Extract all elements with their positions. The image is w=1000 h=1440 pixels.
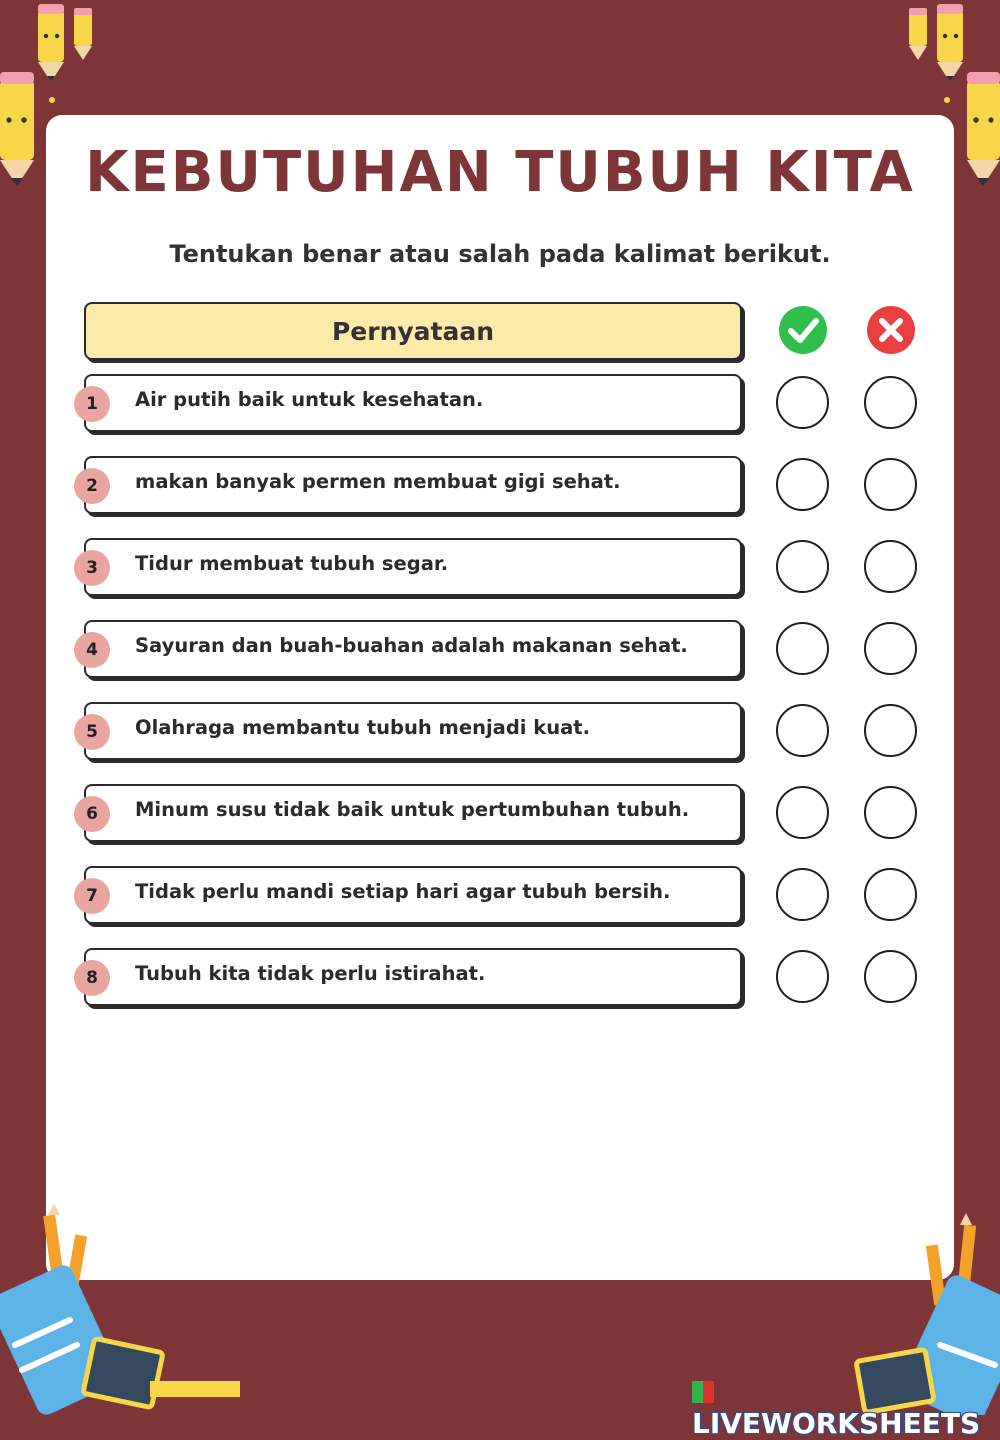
statement-text: Tubuh kita tidak perlu istirahat. <box>135 962 486 985</box>
statement-row <box>0 702 1000 762</box>
statement-number-badge: 6 <box>74 796 110 832</box>
statement-text: Sayuran dan buah-buahan adalah makanan sehat. <box>135 634 688 657</box>
true-answer-circle[interactable] <box>776 704 829 757</box>
false-answer-circle[interactable] <box>864 950 917 1003</box>
statement-text: Air putih baik untuk kesehatan. <box>135 388 484 411</box>
statement-header <box>84 302 742 360</box>
page-title: KEBUTUHAN TUBUH KITA <box>85 140 915 205</box>
statement-row <box>0 866 1000 926</box>
false-answer-circle[interactable] <box>864 540 917 593</box>
statement-row <box>0 620 1000 680</box>
true-answer-circle[interactable] <box>776 868 829 921</box>
statement-number-badge: 4 <box>74 632 110 668</box>
true-answer-circle[interactable] <box>776 540 829 593</box>
logo-icon <box>692 1381 714 1403</box>
cross-icon <box>867 306 915 354</box>
false-answer-circle[interactable] <box>864 704 917 757</box>
statement-number-badge: 5 <box>74 714 110 750</box>
statement-header-label: Pernyataan <box>331 316 495 346</box>
statement-text: makan banyak permen membuat gigi sehat. <box>135 470 621 493</box>
false-answer-circle[interactable] <box>864 868 917 921</box>
statement-number-badge: 3 <box>74 550 110 586</box>
watermark-text: LIVEWORKSHEETS <box>692 1407 981 1440</box>
instruction-text: Tentukan benar atau salah pada kalimat berikut. <box>169 240 831 268</box>
statement-row <box>0 948 1000 1008</box>
statement-number-badge: 1 <box>74 386 110 422</box>
true-answer-circle[interactable] <box>776 950 829 1003</box>
statement-number-badge: 8 <box>74 960 110 996</box>
true-answer-circle[interactable] <box>776 786 829 839</box>
stationery-decoration-bottom-left <box>0 1205 250 1415</box>
true-answer-circle[interactable] <box>776 622 829 675</box>
false-answer-circle[interactable] <box>864 622 917 675</box>
false-answer-circle[interactable] <box>864 458 917 511</box>
statement-row <box>0 784 1000 844</box>
statement-row <box>0 374 1000 434</box>
statement-text: Tidur membuat tubuh segar. <box>135 552 449 575</box>
statement-number-badge: 2 <box>74 468 110 504</box>
check-icon <box>779 306 827 354</box>
statement-row <box>0 456 1000 516</box>
statement-text: Tidak perlu mandi setiap hari agar tubuh bersih. <box>135 880 671 903</box>
false-answer-circle[interactable] <box>864 786 917 839</box>
statement-text: Olahraga membantu tubuh menjadi kuat. <box>135 716 590 739</box>
false-answer-circle[interactable] <box>864 376 917 429</box>
statement-text: Minum susu tidak baik untuk pertumbuhan tubuh. <box>135 798 690 821</box>
true-answer-circle[interactable] <box>776 458 829 511</box>
true-answer-circle[interactable] <box>776 376 829 429</box>
watermark-logo <box>692 1374 1000 1440</box>
statement-number-badge: 7 <box>74 878 110 914</box>
statement-row <box>0 538 1000 598</box>
worksheet-card <box>46 115 954 1280</box>
